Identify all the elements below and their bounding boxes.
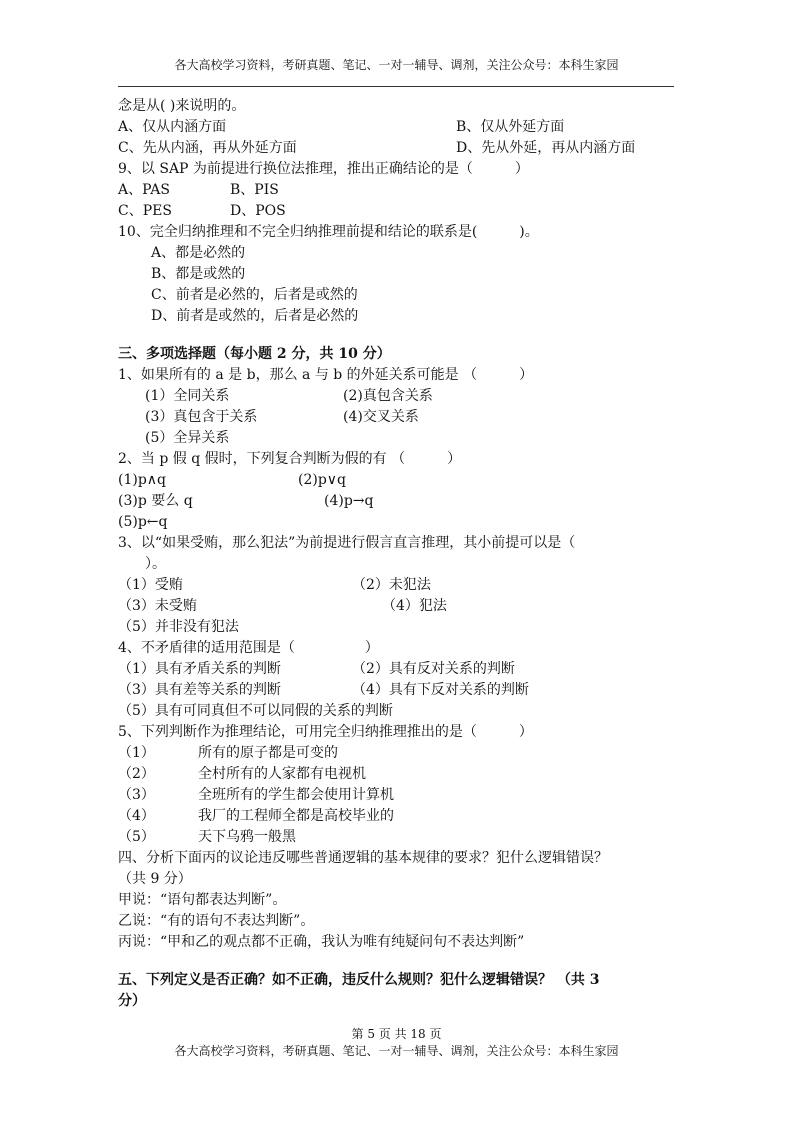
s3-q5-item-text: 全班所有的学生都会使用计算机 xyxy=(198,787,394,803)
s3-q4-stem: 4、不矛盾律的适用范围是（ ） xyxy=(118,640,379,656)
s3-q5-item-text: 天下乌鸦一般黑 xyxy=(198,829,296,845)
s3-q4-option-4: （4）具有下反对关系的判断 xyxy=(352,682,529,698)
s3-q3-options-row-2 xyxy=(118,596,538,617)
q9-options-row-1 xyxy=(118,180,418,201)
s3-q5-item-num: （2） xyxy=(118,766,155,782)
continued-question-text: 念是从( )来说明的。 xyxy=(118,98,246,114)
list-item xyxy=(118,806,518,827)
q10-option-b: B、都是或然的 xyxy=(151,266,246,282)
section-4-yi-statement: 乙说：“有的语句不表达判断”。 xyxy=(118,913,315,929)
section-4-bing-statement: 丙说：“甲和乙的观点都不正确，我认为唯有纯疑问句不表达判断” xyxy=(118,934,525,950)
s3-q3-option-5: （5）并非没有犯法 xyxy=(118,619,239,635)
q10-option-a: A、都是必然的 xyxy=(151,245,246,261)
s3-q5-item-text: 全村所有的人家都有电视机 xyxy=(198,766,366,782)
q10-option-d: D、前者是或然的，后者是必然的 xyxy=(151,308,359,324)
q8-option-c: C、先从内涵，再从外延方面 xyxy=(118,140,297,156)
page-footer: 各大高校学习资料，考研真题、笔记、一对一辅导、调剂，关注公众号：本科生家园 xyxy=(174,1044,619,1058)
list-item xyxy=(118,827,518,848)
page-header: 各大高校学习资料，考研真题、笔记、一对一辅导、调剂，关注公众号：本科生家园 xyxy=(174,58,619,72)
q8-options-row-2 xyxy=(118,138,674,159)
s3-q5-item-num: （5） xyxy=(118,829,155,845)
s3-q3-options-row-1 xyxy=(118,575,538,596)
s3-q1-option-1: (1）全同关系 xyxy=(145,388,230,404)
section-3-title: 三、多项选择题（每小题 2 分，共 10 分） xyxy=(118,346,391,362)
section-4-score: （共 9 分） xyxy=(118,871,192,887)
s3-q4-options-row-2 xyxy=(118,680,598,701)
s3-q3-stem: 3、以“如果受贿，那么犯法”为前提进行假言直言推理，其小前提可以是（ xyxy=(118,535,576,551)
q8-option-a: A、仅从内涵方面 xyxy=(118,119,227,135)
s3-q2-option-3: (3)p 要么 q xyxy=(118,493,193,509)
q9-option-b: B、PIS xyxy=(230,182,279,198)
s3-q4-option-5: （5）具有可同真但不可以同假的关系的判断 xyxy=(118,703,393,719)
q9-option-d: D、POS xyxy=(230,203,286,219)
s3-q5-item-num: （3） xyxy=(118,787,155,803)
s3-q5-item-num: （4） xyxy=(118,808,155,824)
s3-q4-option-2: （2）具有反对关系的判断 xyxy=(352,661,515,677)
q8-options-row-1 xyxy=(118,117,674,138)
section-4-jia-statement: 甲说：“语句都表达判断”。 xyxy=(118,892,287,908)
q9-option-a: A、PAS xyxy=(118,182,170,198)
q10-stem: 10、完全归纳推理和不完全归纳推理前提和结论的联系是( )。 xyxy=(118,224,539,240)
s3-q1-stem: 1、如果所有的 a 是 b，那么 a 与 b 的外延关系可能是 （ ） xyxy=(118,367,534,383)
s3-q5-stem: 5、下列判断作为推理结论，可用完全归纳推理推出的是（ ） xyxy=(118,724,533,740)
s3-q4-options-row-1 xyxy=(118,659,598,680)
s3-q1-option-2: (2)真包含关系 xyxy=(343,388,433,404)
s3-q1-options-row-1 xyxy=(145,386,545,407)
s3-q1-options-row-2 xyxy=(145,407,545,428)
s3-q5-item-num: （1） xyxy=(118,745,155,761)
list-item xyxy=(118,743,518,764)
section-5-title: 五、下列定义是否正确？如不正确，违反什么规则？犯什么逻辑错误？ （共 3 xyxy=(118,972,600,988)
s3-q5-item-text: 我厂的工程师全都是高校毕业的 xyxy=(198,808,394,824)
s3-q4-option-1: （1）具有矛盾关系的判断 xyxy=(118,661,281,677)
s3-q2-stem: 2、当 p 假 q 假时，下列复合判断为假的有 （ ） xyxy=(118,451,462,467)
s3-q2-options-row-2 xyxy=(118,491,518,512)
s3-q3-option-1: （1）受贿 xyxy=(118,577,183,593)
list-item xyxy=(118,764,518,785)
s3-q2-option-5: (5)p←q xyxy=(118,514,168,530)
s3-q2-option-4: (4)p→q xyxy=(324,493,374,509)
section-5-title-continued: 分） xyxy=(118,993,146,1009)
q9-option-c: C、PES xyxy=(118,203,172,219)
page-number: 第 5 页 共 18 页 xyxy=(351,1027,442,1041)
s3-q1-option-3: (3）真包含于关系 xyxy=(145,409,258,425)
s3-q4-option-3: （3）具有差等关系的判断 xyxy=(118,682,281,698)
q9-options-row-2 xyxy=(118,201,418,222)
s3-q5-item-text: 所有的原子都是可变的 xyxy=(198,745,338,761)
s3-q3-stem-continued: ）。 xyxy=(145,556,166,572)
s3-q3-option-2: （2）未犯法 xyxy=(352,577,431,593)
header-rule xyxy=(118,86,674,87)
s3-q1-option-4: (4)交叉关系 xyxy=(343,409,419,425)
s3-q3-option-3: （3）未受贿 xyxy=(118,598,197,614)
section-4-title: 四、分析下面丙的议论违反哪些普通逻辑的基本规律的要求？犯什么逻辑错误？ xyxy=(118,850,608,866)
q8-option-d: D、先从外延，再从内涵方面 xyxy=(456,140,636,156)
q8-option-b: B、仅从外延方面 xyxy=(456,119,565,135)
q10-option-c: C、前者是必然的，后者是或然的 xyxy=(151,287,358,303)
list-item xyxy=(118,785,518,806)
q9-stem: 9、以 SAP 为前提进行换位法推理，推出正确结论的是（ ） xyxy=(118,161,529,177)
s3-q1-option-5: (5）全异关系 xyxy=(145,430,230,446)
s3-q3-option-4: （4）犯法 xyxy=(382,598,447,614)
s3-q2-option-2: (2)p∨q xyxy=(298,472,347,488)
s3-q2-option-1: (1)p∧q xyxy=(118,472,167,488)
s3-q2-options-row-1 xyxy=(118,470,518,491)
